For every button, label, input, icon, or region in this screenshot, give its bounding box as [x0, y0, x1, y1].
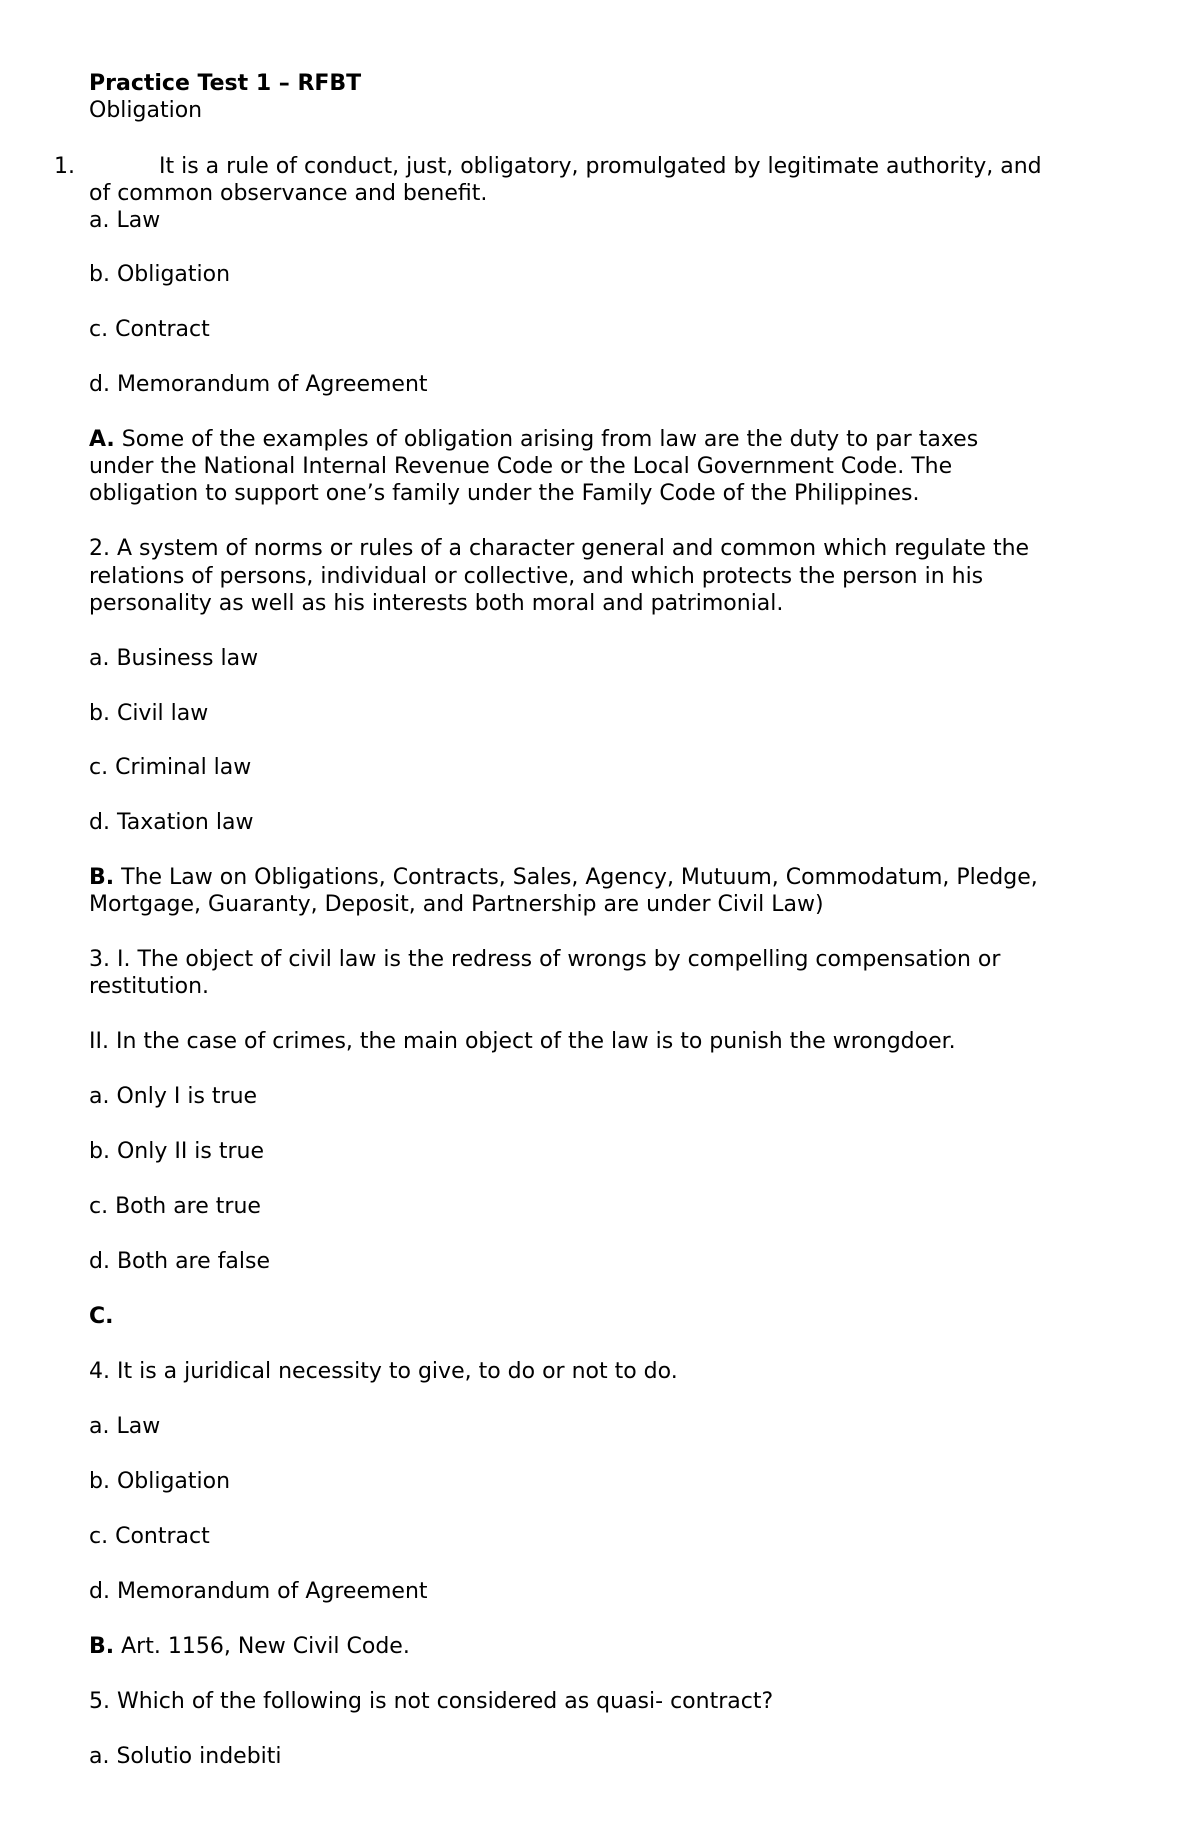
question-2-answer-line-2: Mortgage, Guaranty, Deposit, and Partnership are under Civil Law) [89, 892, 824, 917]
question-2-answer-text: The Law on Obligations, Contracts, Sales, Agency, Mutuum, Commodatum, Pledge, [114, 865, 1038, 890]
question-1-choice-a: a. Law [89, 208, 161, 233]
question-3-choice-b: b. Only II is true [89, 1139, 265, 1164]
question-3-stem-line-2: restitution. [89, 974, 210, 999]
question-1-choice-d: d. Memorandum of Agreement [89, 372, 428, 397]
question-5-stem: 5. Which of the following is not considered as quasi- contract? [89, 1689, 774, 1714]
question-3-choice-c: c. Both are true [89, 1194, 261, 1219]
question-5-choice-a: a. Solutio indebiti [89, 1744, 282, 1769]
question-1-answer-line-1 [89, 426, 1129, 453]
question-2-choice-a: a. Business law [89, 646, 259, 671]
question-4-answer-text: Art. 1156, New Civil Code. [114, 1634, 410, 1659]
question-1-choice-b: b. Obligation [89, 262, 231, 287]
document-subtitle: Obligation [89, 98, 203, 123]
question-1-answer-text: Some of the examples of obligation arising from law are the duty to par taxes [114, 427, 979, 452]
question-4-stem: 4. It is a juridical necessity to give, to do or not to do. [89, 1359, 678, 1384]
question-4-choice-a: a. Law [89, 1414, 161, 1439]
question-4-choice-d: d. Memorandum of Agreement [89, 1579, 428, 1604]
question-4-answer-letter: B. [89, 1634, 115, 1659]
question-2-stem-line-1: 2. A system of norms or rules of a character general and common which regulate the [89, 536, 1030, 561]
question-1-choice-c: c. Contract [89, 317, 210, 342]
document-title: Practice Test 1 – RFBT [89, 71, 362, 96]
question-2-stem-line-2: relations of persons, individual or collective, and which protects the person in his [89, 564, 984, 589]
question-1-answer-line-2: under the National Internal Revenue Code or the Local Government Code. The [89, 454, 953, 479]
question-1-number: 1. [54, 154, 75, 179]
question-1-stem-line-1: It is a rule of conduct, just, obligatory, promulgated by legitimate authority, and [159, 154, 1042, 179]
question-2-choice-d: d. Taxation law [89, 810, 254, 835]
question-3-answer-letter: C. [89, 1304, 114, 1329]
question-4-choice-c: c. Contract [89, 1524, 210, 1549]
question-4-choice-b: b. Obligation [89, 1469, 231, 1494]
question-3-choice-d: d. Both are false [89, 1249, 270, 1274]
question-4-answer [89, 1633, 1129, 1660]
question-2-choice-c: c. Criminal law [89, 755, 252, 780]
question-2-stem-line-3: personality as well as his interests both moral and patrimonial. [89, 591, 784, 616]
question-3-choice-a: a. Only I is true [89, 1084, 258, 1109]
question-1-answer-line-3: obligation to support one’s family under the Family Code of the Philippines. [89, 481, 920, 506]
question-2-answer-letter: B. [89, 865, 115, 890]
question-2-choice-b: b. Civil law [89, 701, 209, 726]
question-1-stem-line-2: of common observance and benefit. [89, 181, 488, 206]
question-3-stem-line-1: 3. I. The object of civil law is the redress of wrongs by compelling compensation or [89, 947, 1001, 972]
question-3-statement-ii: II. In the case of crimes, the main object of the law is to punish the wrongdoer. [89, 1029, 956, 1054]
question-2-answer-line-1 [89, 864, 1129, 891]
question-1-answer-letter: A. [89, 427, 115, 452]
